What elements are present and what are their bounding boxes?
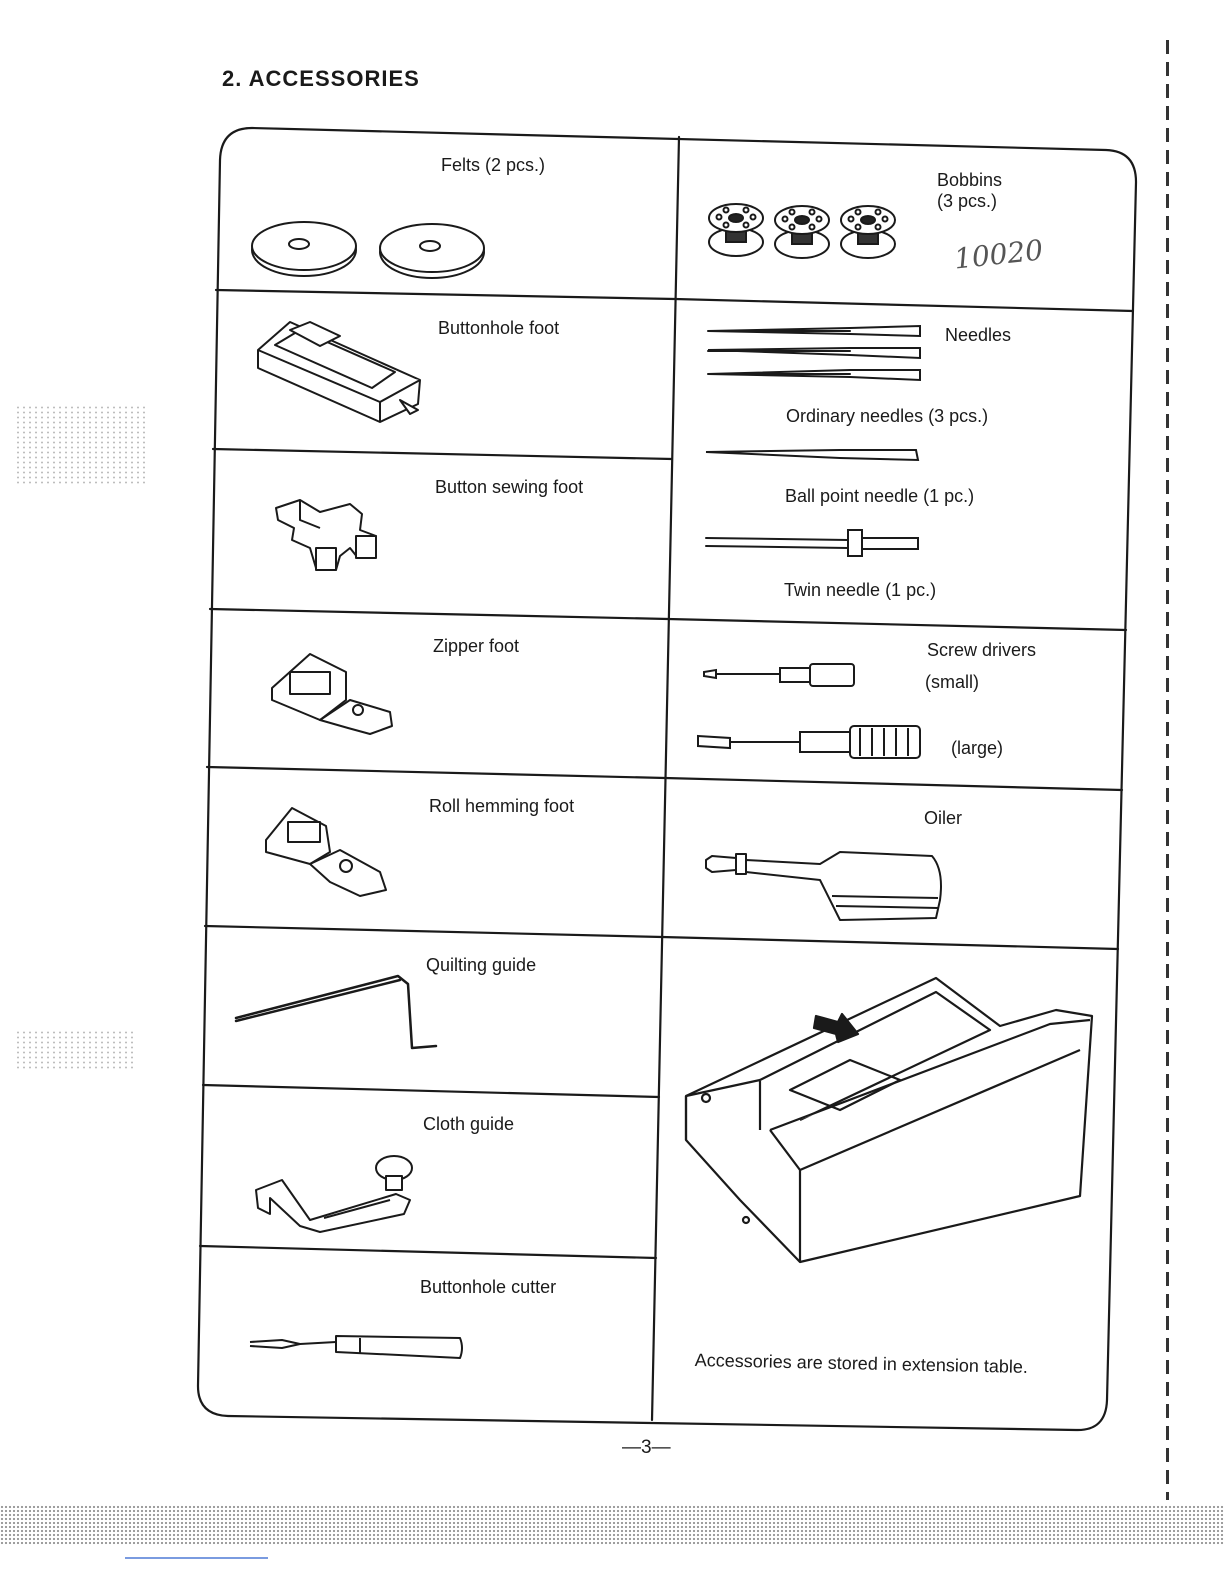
label-ball-point-needle: Ball point needle (1 pc.) bbox=[785, 486, 975, 506]
felt-icon bbox=[252, 222, 484, 278]
screwdriver-large-icon bbox=[698, 726, 920, 758]
label-needles: Needles bbox=[945, 325, 1012, 345]
label-cloth-guide: Cloth guide bbox=[423, 1114, 515, 1134]
label-screw-drivers: Screw drivers bbox=[927, 640, 1037, 660]
roll-hemming-foot-icon bbox=[266, 808, 386, 896]
handwritten-note: 10020 bbox=[952, 233, 1045, 276]
page-number: —3— bbox=[622, 1437, 671, 1458]
label-buttonhole-cutter: Buttonhole cutter bbox=[420, 1277, 557, 1297]
bobbin-icon bbox=[709, 204, 895, 258]
oiler-icon bbox=[706, 852, 941, 920]
label-quilting-guide: Quilting guide bbox=[426, 955, 537, 975]
buttonhole-foot-icon bbox=[258, 322, 420, 422]
screwdriver-small-icon bbox=[704, 664, 854, 686]
label-button-sewing-foot: Button sewing foot bbox=[435, 477, 584, 497]
label-zipper-foot: Zipper foot bbox=[433, 636, 520, 656]
label-roll-hemming-foot: Roll hemming foot bbox=[429, 796, 575, 816]
label-felts: Felts (2 pcs.) bbox=[441, 155, 546, 175]
label-screwdriver-small: (small) bbox=[925, 672, 979, 692]
label-oiler: Oiler bbox=[924, 808, 963, 828]
cloth-guide-icon bbox=[256, 1156, 412, 1232]
label-bobbins: Bobbins bbox=[937, 170, 1003, 190]
ball-point-needle-icon bbox=[706, 450, 918, 460]
quilting-guide-icon bbox=[236, 976, 436, 1048]
twin-needle-icon bbox=[706, 530, 918, 556]
label-bobbins-count: (3 pcs.) bbox=[937, 191, 998, 211]
zipper-foot-icon bbox=[272, 654, 392, 734]
label-screwdriver-large: (large) bbox=[951, 738, 1004, 758]
label-extension-table-caption: Accessories are stored in extension table. bbox=[694, 1350, 1029, 1377]
label-buttonhole-foot: Buttonhole foot bbox=[438, 318, 560, 338]
label-ordinary-needles: Ordinary needles (3 pcs.) bbox=[786, 406, 989, 426]
button-sewing-foot-icon bbox=[276, 500, 376, 570]
page-title: 2. ACCESSORIES bbox=[222, 66, 420, 91]
extension-table-icon bbox=[686, 978, 1092, 1262]
buttonhole-cutter-icon bbox=[250, 1336, 462, 1358]
label-twin-needle: Twin needle (1 pc.) bbox=[784, 580, 937, 600]
needles-icon bbox=[706, 326, 920, 556]
